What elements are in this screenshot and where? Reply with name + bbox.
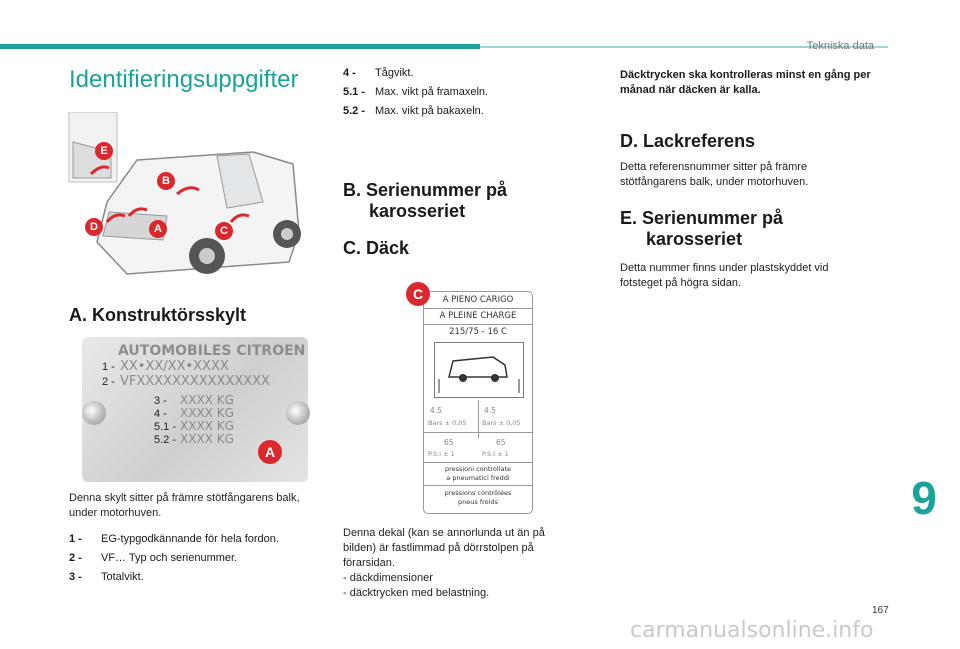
front-bar-unit: Bars ± 0,05 — [428, 419, 467, 427]
plate-label-4: 4 - — [154, 408, 167, 420]
watermark[interactable]: carmanualsonline.info — [630, 618, 874, 643]
plate-value-1: XX•XX/XX•XXXX — [120, 359, 229, 374]
rear-bar-value: 4.5 — [484, 406, 496, 415]
section-e-heading-line2: karosseriet — [646, 229, 743, 249]
section-a-list — [69, 530, 329, 587]
plate-value-2: VFXXXXXXXXXXXXXXX — [120, 374, 270, 389]
section-c-description: Denna dekal (kan se annorlunda ut än på bilden) är fastlimmad på dörrstolpen på förarsidan. — [343, 527, 545, 569]
header-accent-bar — [0, 44, 480, 49]
tire-marker-c: C — [406, 282, 430, 306]
tire-title-fr: A PLEINE CHARGE — [439, 311, 517, 321]
marker-a: A — [149, 220, 167, 238]
section-e-description: Detta nummer finns under plastskyddet vid fotsteget på högra sidan. — [620, 262, 829, 289]
list-item: 4 - Tågvikt. — [343, 67, 414, 79]
plate-value-5: XXXX KG — [180, 419, 234, 433]
section-b-heading-line2: karosseriet — [369, 201, 466, 221]
tire-text-it-1: pressioni controllate — [444, 465, 512, 473]
section-b-heading-line1: B. Serienummer på — [343, 180, 508, 200]
list-item: 3 - Totalvikt. — [69, 571, 144, 583]
plate-rivet-right — [286, 401, 310, 425]
constructor-plate — [82, 337, 308, 482]
plate-brand: AUTOMOBILES CITROEN — [118, 343, 306, 359]
plate-label-3: 3 - — [154, 395, 167, 407]
list-item: 5.2 - Max. vikt på bakaxeln. — [343, 105, 484, 117]
tire-check-note: Däcktrycken ska kontrolleras minst en gång per månad när däcken är kalla. — [620, 69, 871, 96]
tire-text-it-2: a pneumatici freddi — [446, 474, 510, 482]
rear-psi-unit: P.S.I ± 1 — [482, 450, 509, 458]
rear-psi-value: 65 — [496, 438, 506, 447]
marker-e: E — [95, 142, 113, 160]
tire-text-fr-2: pneus froids — [458, 498, 498, 506]
section-a-description: Denna skylt sitter på främre stötfångarens balk, under motorhuven. — [69, 492, 300, 519]
section-d-description: Detta referensnummer sitter på främre stötfångarens balk, under motorhuven. — [620, 161, 809, 188]
van-load-icon — [435, 343, 523, 397]
van-drawing — [67, 112, 307, 290]
tire-pressure-label — [423, 291, 533, 514]
front-psi-value: 65 — [444, 438, 454, 447]
tire-size: 215/75 - 16 C — [449, 327, 507, 337]
section-c-bullets — [343, 571, 575, 601]
van-illustration — [67, 112, 307, 290]
plate-label-2: 2 - — [102, 376, 115, 388]
front-bar-value: 4.5 — [430, 406, 442, 415]
section-c-heading: C. Däck — [343, 238, 410, 258]
weight-list — [343, 64, 583, 121]
page-title: Identifieringsuppgifter — [69, 66, 299, 93]
section-b-heading — [343, 180, 583, 222]
page-number: 167 — [872, 605, 889, 616]
tire-title-it: A PIENO CARIGO — [442, 295, 514, 305]
section-e-heading — [620, 208, 880, 250]
plate-value-4: XXXX KG — [180, 406, 234, 420]
plate-label-5: 5.1 - — [154, 421, 177, 433]
plate-value-3: XXXX KG — [180, 393, 234, 407]
marker-b: B — [157, 172, 175, 190]
list-item: 5.1 - Max. vikt på framaxeln. — [343, 86, 489, 98]
plate-value-6: XXXX KG — [180, 432, 234, 446]
bullet-item: - däckdimensioner — [343, 572, 433, 584]
marker-c: C — [215, 222, 233, 240]
tire-text-fr-1: pressions contrôlées — [444, 489, 512, 497]
section-a-heading: A. Konstruktörsskylt — [69, 305, 247, 325]
van-load-diagram — [434, 342, 524, 398]
plate-label-6: 5.2 - — [154, 434, 177, 446]
chapter-header-title: Tekniska data — [806, 40, 874, 52]
plate-marker-a: A — [258, 440, 282, 464]
bullet-item: - däcktrycken med belastning. — [343, 587, 490, 599]
plate-rivet-left — [82, 401, 106, 425]
chapter-number: 9 — [911, 472, 937, 524]
list-item: 2 - VF… Typ och serienummer. — [69, 552, 238, 564]
plate-label-1: 1 - — [102, 361, 115, 373]
marker-d: D — [85, 218, 103, 236]
list-item: 1 - EG-typgodkännande för hela fordon. — [69, 533, 279, 545]
rear-bar-unit: Bars ± 0,05 — [482, 419, 521, 427]
front-psi-unit: P.S.I ± 1 — [428, 450, 455, 458]
section-e-heading-line1: E. Serienummer på — [620, 208, 784, 228]
section-d-heading: D. Lackreferens — [620, 131, 756, 151]
